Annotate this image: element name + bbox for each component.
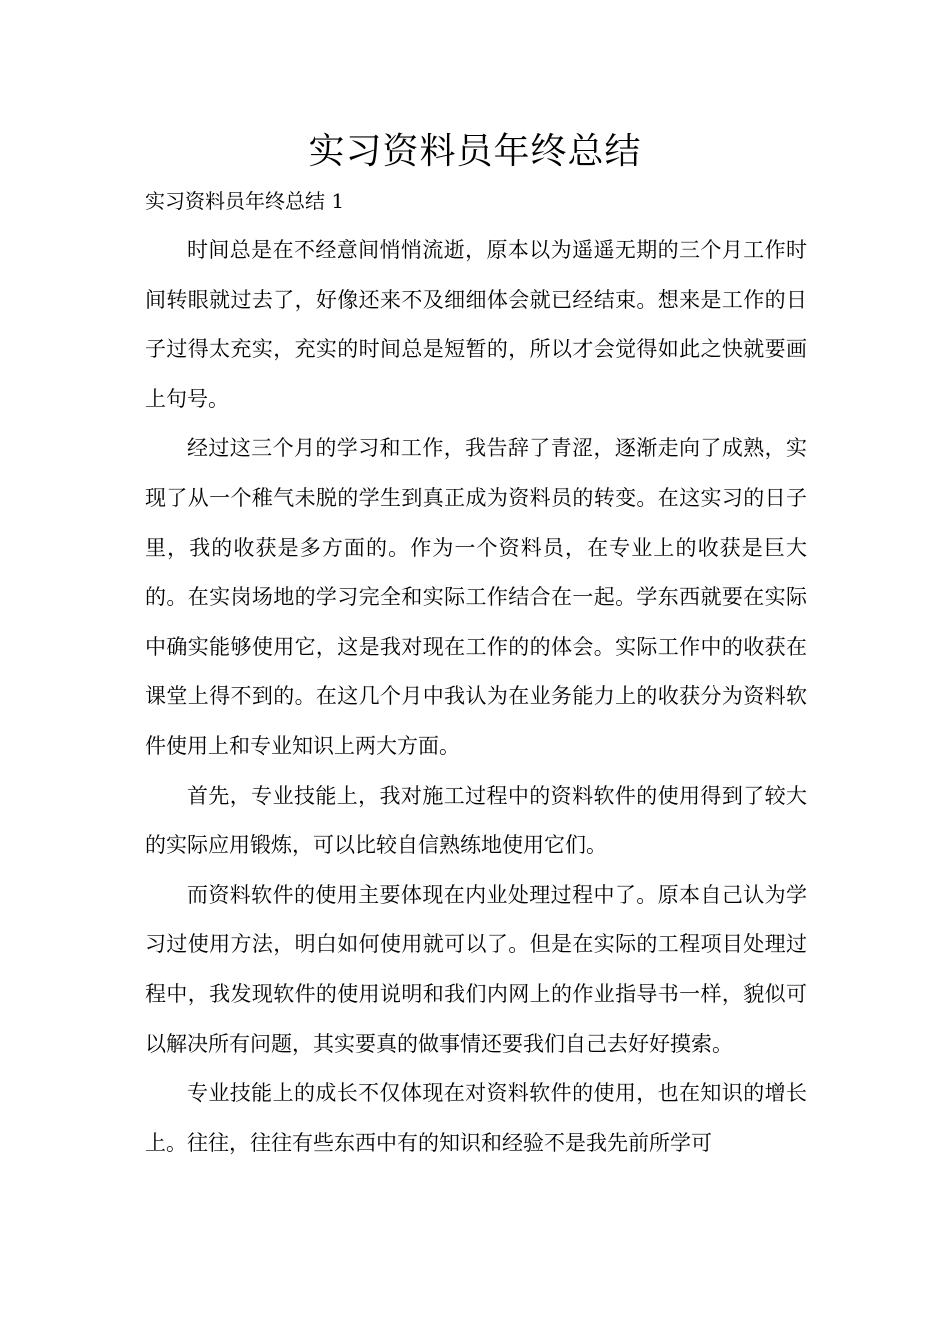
document-subtitle: 实习资料员年终总结 1 — [145, 189, 345, 213]
document-body — [145, 226, 807, 1168]
paragraph: 首先，专业技能上，我对施工过程中的资料软件的使用得到了较大的实际应用锻炼，可以比较自信熟练地使用它们。 — [145, 783, 807, 858]
paragraph: 经过这三个月的学习和工作，我告辞了青涩，逐渐走向了成熟，实现了从一个稚气未脱的学生到真正成为资料员的转变。在这实习的日子里，我的收获是多方面的。作为一个资料员，在专业上的收获是巨大的。在实岗场地的学习完全和实际工作结合在一起。学东西就要在实际中确实能够使用它，这是我对现在工作的的体会。实际工作中的收获在课堂上得不到的。在这几个月中我认为在业务能力上的收获分为资料软件使用上和专业知识上两大方面。 — [145, 436, 807, 758]
document-title: 实习资料员年终总结 — [308, 131, 642, 172]
paragraph: 专业技能上的成长不仅体现在对资料软件的使用，也在知识的增长上。往往，往往有些东西中有的知识和经验不是我先前所学可 — [145, 1081, 807, 1155]
paragraph: 时间总是在不经意间悄悄流逝，原本以为遥遥无期的三个月工作时间转眼就过去了，好像还来不及细细体会就已经结束。想来是工作的日子过得太充实，充实的时间总是短暂的，所以才会觉得如此之快就要画上句号。 — [145, 238, 807, 411]
paragraph: 而资料软件的使用主要体现在内业处理过程中了。原本自己认为学习过使用方法，明白如何使用就可以了。但是在实际的工程项目处理过程中，我发现软件的使用说明和我们内网上的作业指导书一样，貌似可以解决所有问题，其实要真的做事情还要我们自己去好好摸索。 — [145, 882, 807, 1056]
